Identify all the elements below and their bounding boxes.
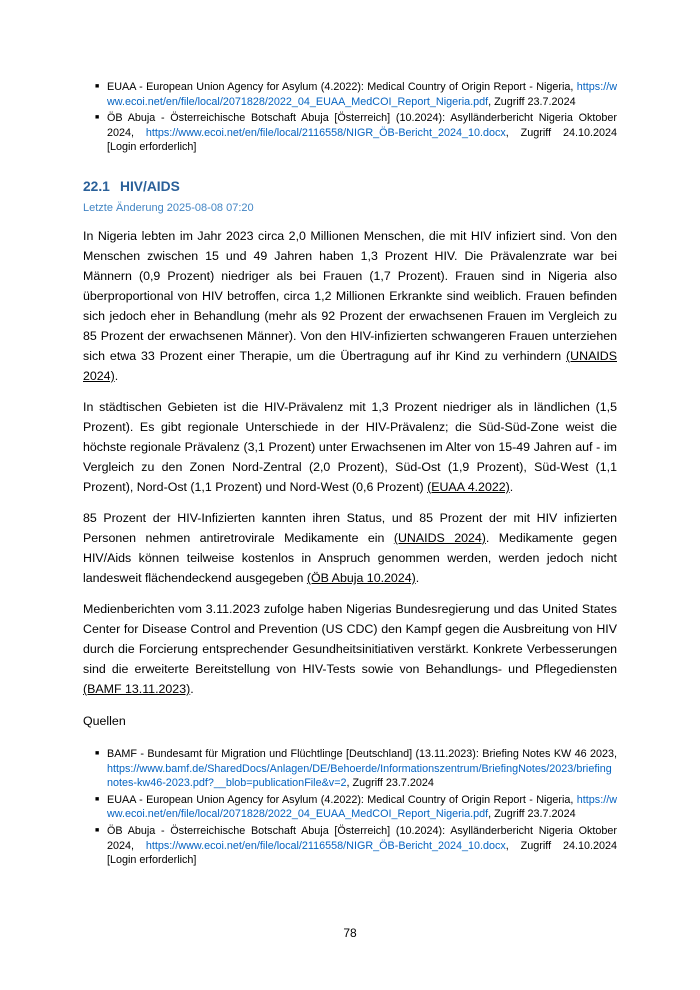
text-run: ÖB Abuja - Österreichische Botschaft Abuja [Österreich] (10.2024): Asylländerbericht Nigeria Oktober 2024, bbox=[107, 112, 617, 139]
source-url-link[interactable]: https://www.ecoi.net/en/file/local/2116558/NIGR_ÖB-Bericht_2024_10.docx bbox=[145, 839, 506, 852]
text-run: , Zugriff 23.7.2024 bbox=[488, 95, 576, 108]
text-run: , Zugriff 23.7.2024 bbox=[488, 808, 576, 821]
text-run: ÖB Abuja - Österreichische Botschaft Abuja [Österreich] (10.2024): Asylländerbericht Nigeria Oktober 2024, bbox=[107, 824, 617, 852]
source-item-text bbox=[107, 112, 617, 153]
citation-link[interactable]: (EUAA 4.2022) bbox=[427, 479, 510, 494]
bullet-square-icon: ■ bbox=[95, 114, 100, 122]
bullet-square-icon: ■ bbox=[95, 83, 100, 90]
text-run: EUAA - European Union Agency for Asylum (4.2022): Medical Country of Origin Report - Nigeria, bbox=[107, 793, 577, 806]
paragraph bbox=[83, 226, 617, 386]
text-run: , Zugriff 24.10.2024 [Login erforderlich] bbox=[107, 126, 617, 154]
source-item-text bbox=[107, 748, 617, 789]
text-run: , Zugriff 24.10.2024 [Login erforderlich] bbox=[107, 839, 617, 867]
text-run: In Nigeria lebten im Jahr 2023 circa 2,0 Millionen Menschen, die mit HIV infiziert sind. Von den Menschen zwischen 15 und 49 Jahren haben 1,3 Prozent HIV. Die Prävalenzrate war bei Männern (0,9 Prozent) niedriger als bei Frauen (1,7 Prozent). Frauen sind in Nigeria also überproportional von HIV betroffen, circa 1,2 Millionen Erkrankte sind weiblich. Frauen befinden sich jedoch eher in Behandlung (mehr als 92 Prozent der erwachsenen Frauen im Vergleich zu 85 Prozent der erwachsenen Männer). Von den HIV-infizierten schwangeren Frauen unterziehen sich etwa 33 Prozent einer Therapie, um die Übertragung auf ihr Kind zu verhindern bbox=[83, 228, 617, 363]
source-url-link[interactable]: https://www.ecoi.net/en/file/local/2071828/2022_04_EUAA_MedCOI_Report_Nigeria.pdf bbox=[107, 81, 617, 108]
text-run: , Zugriff 23.7.2024 bbox=[346, 777, 434, 790]
paragraph bbox=[83, 508, 617, 588]
paragraph bbox=[83, 599, 617, 699]
source-item bbox=[83, 80, 617, 109]
text-run: BAMF - Bundesamt für Migration und Flüchtlinge [Deutschland] (13.11.2023): Briefing Notes KW 46 2023, bbox=[107, 747, 617, 760]
text-run: . bbox=[114, 368, 119, 383]
text-run: EUAA - European Union Agency for Asylum (4.2022): Medical Country of Origin Report - Nigeria, bbox=[107, 81, 577, 93]
text-run: 85 Prozent der HIV-Infizierten kannten ihren Status, und 85 Prozent der mit HIV infizierten Personen nehmen antiretrovirale Medikamente ein bbox=[83, 510, 617, 545]
source-item-text bbox=[107, 794, 617, 821]
bullet-square-icon: ■ bbox=[95, 749, 100, 757]
source-item-text bbox=[107, 825, 617, 866]
source-url-link[interactable]: https://www.ecoi.net/en/file/local/2116558/NIGR_ÖB-Bericht_2024_10.docx bbox=[145, 126, 506, 139]
source-list-bottom bbox=[83, 747, 617, 868]
text-run: . bbox=[509, 479, 514, 494]
source-url-link[interactable]: https://www.bamf.de/SharedDocs/Anlagen/DE/Behoerde/Informationszentrum/BriefingNotes/2023/briefingnotes-kw46-2023.pdf?__blob=publicationFile&v=2 bbox=[107, 762, 612, 790]
source-item-text bbox=[107, 81, 617, 108]
sources-label: Quellen bbox=[83, 713, 126, 728]
text-run: . bbox=[190, 681, 194, 696]
source-item bbox=[83, 111, 617, 155]
text-run: In städtischen Gebieten ist die HIV-Prävalenz mit 1,3 Prozent niedriger als in ländlichen (1,5 Prozent). Es gibt regionale Unterschiede in der HIV-Prävalenz; die Süd-Süd-Zone weist die höchste regionale Prävalenz (3,1 Prozent) unter Erwachsenen im Alter von 15-49 Jahren auf - im Vergleich zu den Zonen Nord-Zentral (2,0 Prozent), Süd-Ost (1,9 Prozent), Süd-West (1,1 Prozent), Nord-Ost (1,1 Prozent) und Nord-West (0,6 Prozent) bbox=[83, 399, 617, 494]
source-item bbox=[83, 747, 617, 791]
paragraph bbox=[83, 397, 617, 497]
page-number: 78 bbox=[343, 926, 357, 940]
text-run: Medienberichten vom 3.11.2023 zufolge haben Nigerias Bundesregierung und das United States Center for Disease Control and Prevention (US CDC) den Kampf gegen die Ausbreitung von HIV durch die Forcierung entsprechender Gesundheitsinitiativen verstärkt. Konkrete Verbesserungen sind die erweiterte Bereitstellung von HIV-Tests sowie von Behandlungs- und Pflegediensten bbox=[83, 601, 617, 676]
text-run: . Medikamente gegen HIV/Aids können teilweise kostenlos in Anspruch genommen werden, werden jedoch nicht landesweit flächendeckend ausgegeben bbox=[83, 530, 617, 585]
bullet-square-icon: ■ bbox=[95, 826, 100, 834]
section-title: HIV/AIDS bbox=[120, 178, 180, 194]
source-item bbox=[83, 824, 617, 868]
body-paragraphs bbox=[83, 226, 617, 699]
citation-link[interactable]: (BAMF 13.11.2023) bbox=[83, 681, 191, 696]
source-list-top bbox=[83, 80, 617, 155]
text-run: . bbox=[415, 570, 420, 585]
last-change-line: Letzte Änderung 2025-08-08 07:20 bbox=[83, 201, 254, 214]
section-number: 22.1 bbox=[83, 178, 110, 194]
bullet-square-icon: ■ bbox=[95, 795, 100, 803]
citation-link[interactable]: (UNAIDS 2024) bbox=[393, 530, 486, 545]
source-url-link[interactable]: https://www.ecoi.net/en/file/local/2071828/2022_04_EUAA_MedCOI_Report_Nigeria.pdf bbox=[107, 793, 617, 821]
citation-link[interactable]: (ÖB Abuja 10.2024) bbox=[306, 570, 416, 585]
citation-link[interactable]: (UNAIDS 2024) bbox=[83, 348, 617, 383]
section-heading bbox=[83, 179, 617, 194]
source-item bbox=[83, 793, 617, 822]
